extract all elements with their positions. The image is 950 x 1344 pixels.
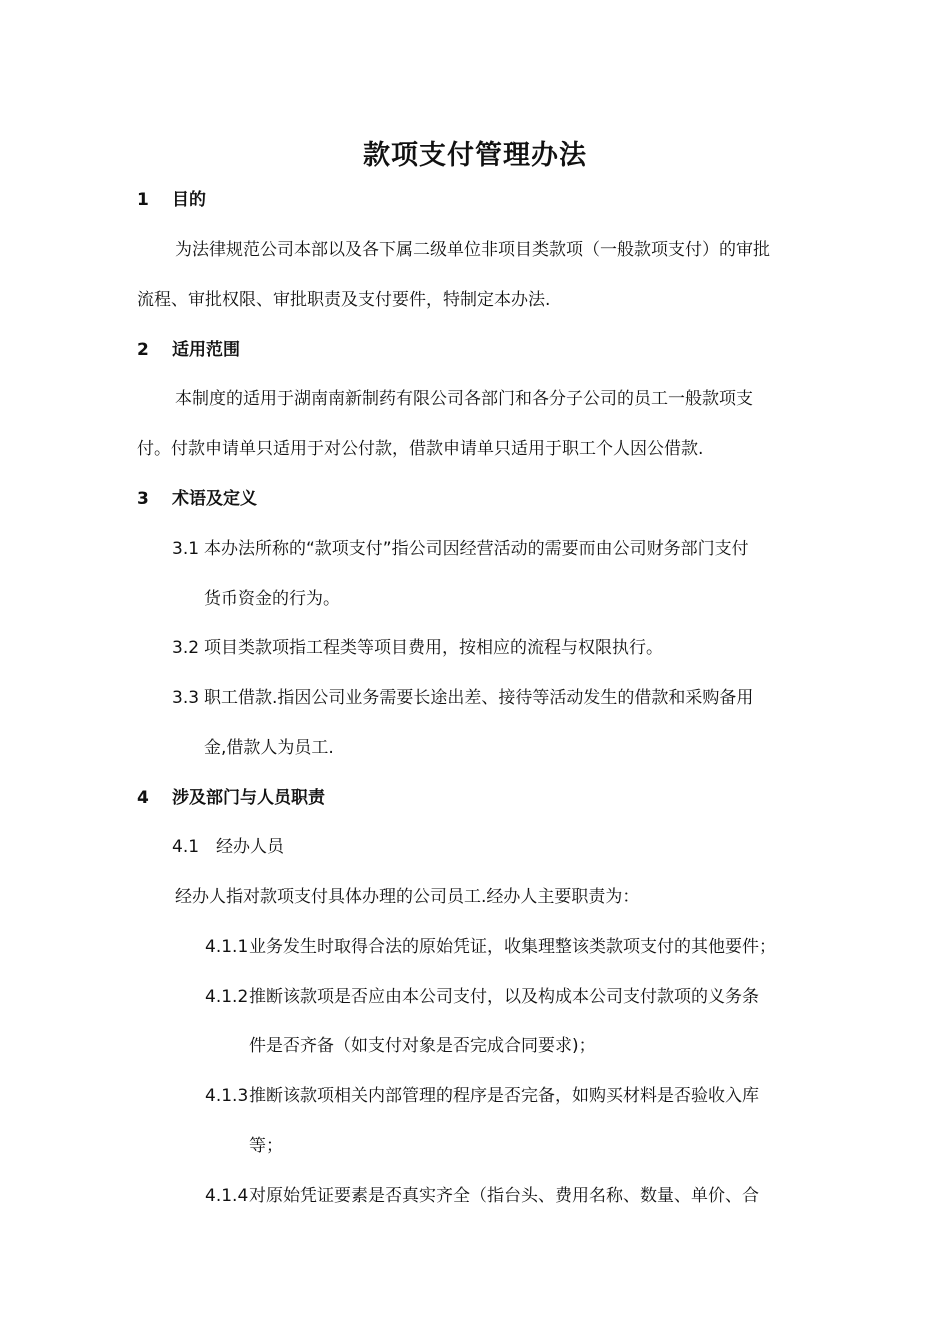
subsection-4-1-number: 4.1 <box>172 837 200 857</box>
subsection-4-1-intro: 经办人指对款项支付具体办理的公司员工.经办人主要职责为： <box>175 887 640 907</box>
section-2-number: 2 <box>137 340 149 360</box>
item-3-3-line-1: 职工借款.指因公司业务需要长途出差、接待等活动发生的借款和采购备用 <box>204 688 754 708</box>
section-3-number: 3 <box>137 489 149 509</box>
item-3-3-number: 3.3 <box>172 688 200 708</box>
item-3-1-line-2: 货币资金的行为。 <box>204 589 340 609</box>
item-4-1-4-line-1: 对原始凭证要素是否真实齐全（指台头、费用名称、数量、单价、合 <box>249 1186 759 1206</box>
item-4-1-3-line-1: 推断该款项相关内部管理的程序是否完备，如购买材料是否验收入库 <box>249 1086 759 1106</box>
section-1-heading: 目的 <box>172 190 206 210</box>
item-3-3-line-2: 金,借款人为员工. <box>204 738 334 758</box>
item-4-1-2-line-2: 件是否齐备（如支付对象是否完成合同要求)； <box>249 1036 596 1056</box>
section-2-paragraph-line-2: 付。付款申请单只适用于对公付款，借款申请单只适用于职工个人因公借款. <box>137 439 704 459</box>
item-3-2-line-1: 项目类款项指工程类等项目费用，按相应的流程与权限执行。 <box>204 638 663 658</box>
section-1-number: 1 <box>137 190 149 210</box>
item-4-1-2-line-1: 推断该款项是否应由本公司支付，以及构成本公司支付款项的义务条 <box>249 987 759 1007</box>
item-3-1-number: 3.1 <box>172 539 200 559</box>
item-4-1-3-number: 4.1.3 <box>205 1086 249 1106</box>
item-4-1-2-number: 4.1.2 <box>205 987 249 1007</box>
item-4-1-1-line-1: 业务发生时取得合法的原始凭证，收集理整该类款项支付的其他要件； <box>249 937 776 957</box>
item-3-1-line-1: 本办法所称的“款项支付”指公司因经营活动的需要而由公司财务部门支付 <box>204 539 749 559</box>
section-1-paragraph-line-1: 为法律规范公司本部以及各下属二级单位非项目类款项（一般款项支付）的审批 <box>175 240 770 260</box>
item-4-1-1-number: 4.1.1 <box>205 937 249 957</box>
section-4-heading: 涉及部门与人员职责 <box>172 788 325 808</box>
section-2-paragraph-line-1: 本制度的适用于湖南南新制药有限公司各部门和各分子公司的员工一般款项支 <box>175 389 753 409</box>
document-title: 款项支付管理办法 <box>363 140 587 171</box>
item-3-2-number: 3.2 <box>172 638 200 658</box>
section-4-number: 4 <box>137 788 149 808</box>
subsection-4-1-heading: 经办人员 <box>216 837 284 857</box>
section-2-heading: 适用范围 <box>172 340 240 360</box>
item-4-1-3-line-2: 等； <box>249 1136 283 1156</box>
section-3-heading: 术语及定义 <box>172 489 257 509</box>
section-1-paragraph-line-2: 流程、审批权限、审批职责及支付要件，特制定本办法. <box>137 290 551 310</box>
item-4-1-4-number: 4.1.4 <box>205 1186 249 1206</box>
